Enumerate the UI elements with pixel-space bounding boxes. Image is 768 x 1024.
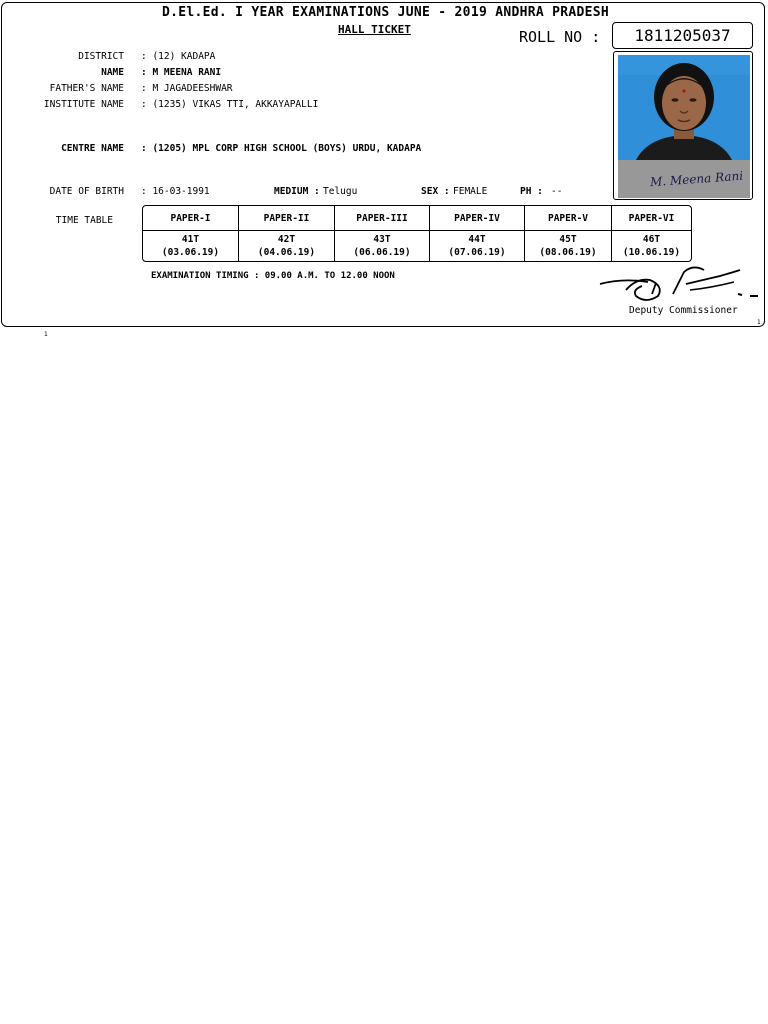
paper-name: PAPER-II	[239, 206, 334, 231]
paper-schedule	[239, 231, 334, 261]
time-table-column	[612, 206, 691, 261]
paper-date: (08.06.19)	[539, 247, 597, 258]
commissioner-signature-icon	[598, 264, 763, 304]
ph-label: PH :	[520, 186, 543, 197]
dob-value: : 16-03-1991	[141, 186, 210, 197]
dob-label: DATE OF BIRTH	[49, 186, 124, 197]
name-label: NAME	[101, 67, 124, 78]
photo-signature: M. Meena Rani	[649, 168, 744, 190]
hall-ticket-heading: HALL TICKET	[338, 23, 411, 36]
page-mark-left: 1	[44, 331, 48, 338]
sex-label: SEX :	[421, 186, 450, 197]
ph-value: --	[551, 186, 563, 197]
time-table-column	[239, 206, 335, 261]
paper-code: 42T	[277, 234, 296, 245]
candidate-photo	[613, 51, 753, 200]
centre-name-label: CENTRE NAME	[61, 143, 124, 154]
deputy-commissioner-label: Deputy Commissioner	[629, 305, 738, 316]
paper-date: (10.06.19)	[622, 247, 681, 258]
paper-code: 45T	[559, 234, 577, 245]
examination-timing: EXAMINATION TIMING : 09.00 A.M. TO 12.00 NOON	[151, 271, 395, 281]
paper-date: (03.06.19)	[161, 247, 220, 258]
paper-schedule	[612, 231, 691, 261]
roll-number-label: ROLL NO :	[519, 28, 601, 46]
paper-schedule	[430, 231, 524, 261]
paper-schedule	[335, 231, 429, 261]
paper-name: PAPER-IV	[430, 206, 524, 231]
paper-code: 41T	[181, 234, 200, 245]
time-table-column	[143, 206, 239, 261]
time-table-label: TIME TABLE	[55, 215, 113, 226]
paper-code: 44T	[468, 234, 486, 245]
paper-date: (04.06.19)	[257, 247, 316, 258]
paper-schedule	[143, 231, 238, 261]
time-table	[142, 205, 692, 262]
name-value: : M MEENA RANI	[141, 67, 222, 78]
medium-label: MEDIUM :	[274, 186, 320, 197]
roll-number-box: 1811205037	[612, 22, 753, 49]
paper-code: 43T	[373, 234, 391, 245]
page-mark-right: 1	[757, 319, 761, 326]
time-table-column	[525, 206, 612, 261]
time-table-column	[430, 206, 525, 261]
father-name-value: : M JAGADEESHWAR	[141, 83, 233, 94]
paper-date: (06.06.19)	[353, 247, 411, 258]
father-name-label: FATHER'S NAME	[49, 83, 124, 94]
sex-value: FEMALE	[453, 186, 488, 197]
centre-name-value: : (1205) MPL CORP HIGH SCHOOL (BOYS) URDU, KADAPA	[141, 143, 422, 154]
paper-code: 46T	[642, 234, 661, 245]
district-label: DISTRICT	[78, 51, 124, 62]
paper-name: PAPER-V	[525, 206, 611, 231]
paper-name: PAPER-VI	[612, 206, 691, 231]
medium-value: Telugu	[323, 186, 358, 197]
district-value: : (12) KADAPA	[141, 51, 216, 62]
paper-name: PAPER-III	[335, 206, 429, 231]
paper-name: PAPER-I	[143, 206, 238, 231]
paper-date: (07.06.19)	[448, 247, 506, 258]
time-table-column	[335, 206, 430, 261]
exam-title: D.El.Ed. I YEAR EXAMINATIONS JUNE - 2019 ANDHRA PRADESH	[162, 5, 609, 20]
paper-schedule	[525, 231, 611, 261]
institute-name-value: : (1235) VIKAS TTI, AKKAYAPALLI	[141, 99, 319, 110]
institute-name-label: INSTITUTE NAME	[43, 99, 124, 110]
